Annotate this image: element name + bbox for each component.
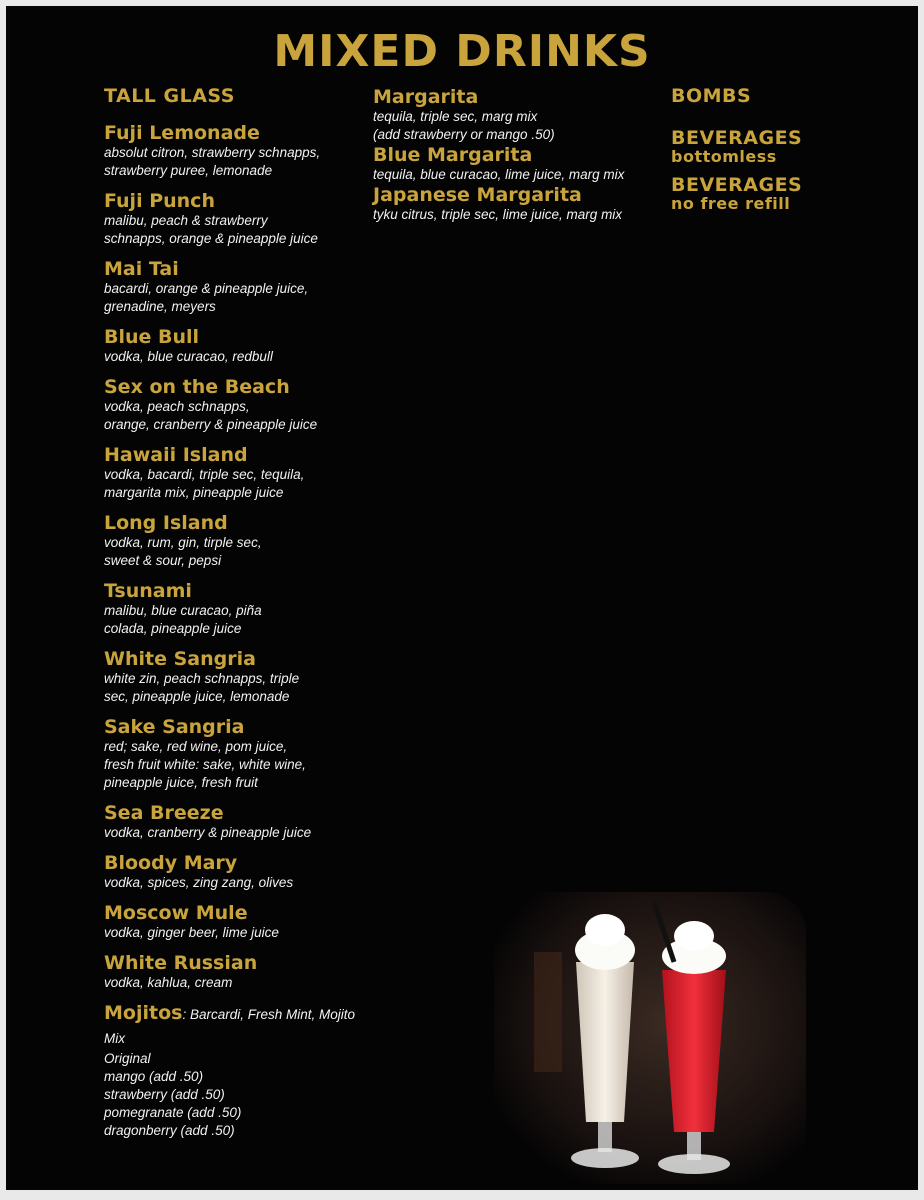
menu-item-description: malibu, peach & strawberry <box>104 213 268 228</box>
menu-item-description: colada, pineapple juice <box>104 621 242 636</box>
menu-item-description: red; sake, red wine, pom juice, <box>104 739 288 754</box>
menu-item-description: vodka, bacardi, triple sec, tequila, <box>104 467 305 482</box>
column-margaritas-rocks-frozen <box>373 86 663 242</box>
menu-item-description: vodka, peach schnapps, <box>104 399 250 414</box>
menu-item <box>104 648 369 706</box>
menu-item-description: white zin, peach schnapps, triple <box>104 671 300 686</box>
section-heading-tall-glass: TALL GLASS <box>104 85 235 107</box>
mojitos-name: Mojitos <box>104 1002 183 1024</box>
menu-item-description: grenadine, meyers <box>104 299 216 314</box>
menu-item-description: pineapple juice, fresh fruit <box>104 775 258 790</box>
menu-item-name: Fuji Punch <box>104 190 215 212</box>
menu-item-description: vodka, kahlua, cream <box>104 975 233 990</box>
margarita-list <box>373 86 663 224</box>
menu-item-name: Hawaii Island <box>104 444 248 466</box>
menu-item-name: White Russian <box>104 952 258 974</box>
menu-item <box>104 852 369 892</box>
menu-item <box>104 190 369 248</box>
beverages-bottomless-block <box>671 128 911 165</box>
menu-item-name: Sake Sangria <box>104 716 245 738</box>
menu-item <box>373 184 663 224</box>
menu-item-description: vodka, cranberry & pineapple juice <box>104 825 312 840</box>
menu-item-description: tequila, triple sec, marg mix <box>373 109 538 124</box>
menu-item <box>104 376 369 434</box>
menu-item-name: Margarita <box>373 86 479 108</box>
menu-item-description: vodka, blue curacao, redbull <box>104 349 273 364</box>
menu-item <box>373 144 663 184</box>
menu-item-description: malibu, blue curacao, piña <box>104 603 262 618</box>
mojitos-inline-desc: : Barcardi, Fresh Mint, Mojito Mix <box>104 1007 355 1046</box>
menu-item <box>104 580 369 638</box>
drinks-photo <box>494 892 806 1184</box>
menu-item-description: strawberry puree, lemonade <box>104 163 273 178</box>
beverages-heading: BEVERAGES <box>671 174 803 196</box>
mojito-option: mango (add .50) <box>104 1069 204 1084</box>
menu-item <box>373 86 663 144</box>
menu-item-description: absolut citron, strawberry schnapps, <box>104 145 321 160</box>
menu-item-name: Moscow Mule <box>104 902 248 924</box>
menu-item <box>104 716 369 792</box>
mojitos-block <box>104 1002 369 1140</box>
mojito-option: pomegranate (add .50) <box>104 1105 242 1120</box>
section-heading-bombs: BOMBS <box>671 85 752 107</box>
page-title: MIXED DRINKS <box>273 26 651 77</box>
beverages-heading: BEVERAGES <box>671 127 803 149</box>
menu-item <box>104 444 369 502</box>
menu-item <box>104 802 369 842</box>
menu-item-description: margarita mix, pineapple juice <box>104 485 284 500</box>
menu-item-name: Sex on the Beach <box>104 376 290 398</box>
menu-item-name: Japanese Margarita <box>373 184 582 206</box>
menu-item <box>104 512 369 570</box>
mojito-option: dragonberry (add .50) <box>104 1123 235 1138</box>
menu-item-name: Long Island <box>104 512 228 534</box>
menu-item-description: bacardi, orange & pineapple juice, <box>104 281 309 296</box>
menu-item-name: Tsunami <box>104 580 192 602</box>
menu-item-name: Sea Breeze <box>104 802 224 824</box>
menu-item <box>104 952 369 992</box>
menu-item-description: tyku citrus, triple sec, lime juice, marg mix <box>373 207 623 222</box>
menu-item <box>104 326 369 366</box>
beverages-no-refill-block <box>671 175 911 212</box>
menu-item-description: vodka, ginger beer, lime juice <box>104 925 279 940</box>
menu-item-name: Bloody Mary <box>104 852 238 874</box>
menu-item-name: Blue Margarita <box>373 144 533 166</box>
beverages-subheading: bottomless <box>671 147 777 166</box>
menu-item <box>104 902 369 942</box>
menu-item-description: orange, cranberry & pineapple juice <box>104 417 318 432</box>
column-bombs-after-dinner-beverages <box>671 86 911 220</box>
beverages-subheading: no free refill <box>671 194 791 213</box>
menu-item-description: vodka, spices, zing zang, olives <box>104 875 294 890</box>
menu-item <box>104 122 369 180</box>
mojito-option: strawberry (add .50) <box>104 1087 225 1102</box>
menu-item-description: (add strawberry or mango .50) <box>373 127 555 142</box>
menu-item-name: Mai Tai <box>104 258 179 280</box>
mojito-option: Original <box>104 1051 151 1066</box>
menu-page <box>6 6 918 1190</box>
menu-item-description: schnapps, orange & pineapple juice <box>104 231 318 246</box>
menu-item-name: Fuji Lemonade <box>104 122 260 144</box>
menu-item-description: sweet & sour, pepsi <box>104 553 222 568</box>
tall-glass-list <box>104 122 369 992</box>
menu-item-name: Blue Bull <box>104 326 200 348</box>
menu-item-description: vodka, rum, gin, tirple sec, <box>104 535 262 550</box>
menu-item-description: tequila, blue curacao, lime juice, marg mix <box>373 167 625 182</box>
mojitos-options <box>104 1050 369 1140</box>
menu-item-name: White Sangria <box>104 648 256 670</box>
milkshake-glasses-icon <box>494 892 806 1184</box>
menu-item-description: fresh fruit white: sake, white wine, <box>104 757 306 772</box>
menu-item <box>104 258 369 316</box>
menu-item-description: sec, pineapple juice, lemonade <box>104 689 290 704</box>
column-tall-glass <box>104 86 369 1140</box>
